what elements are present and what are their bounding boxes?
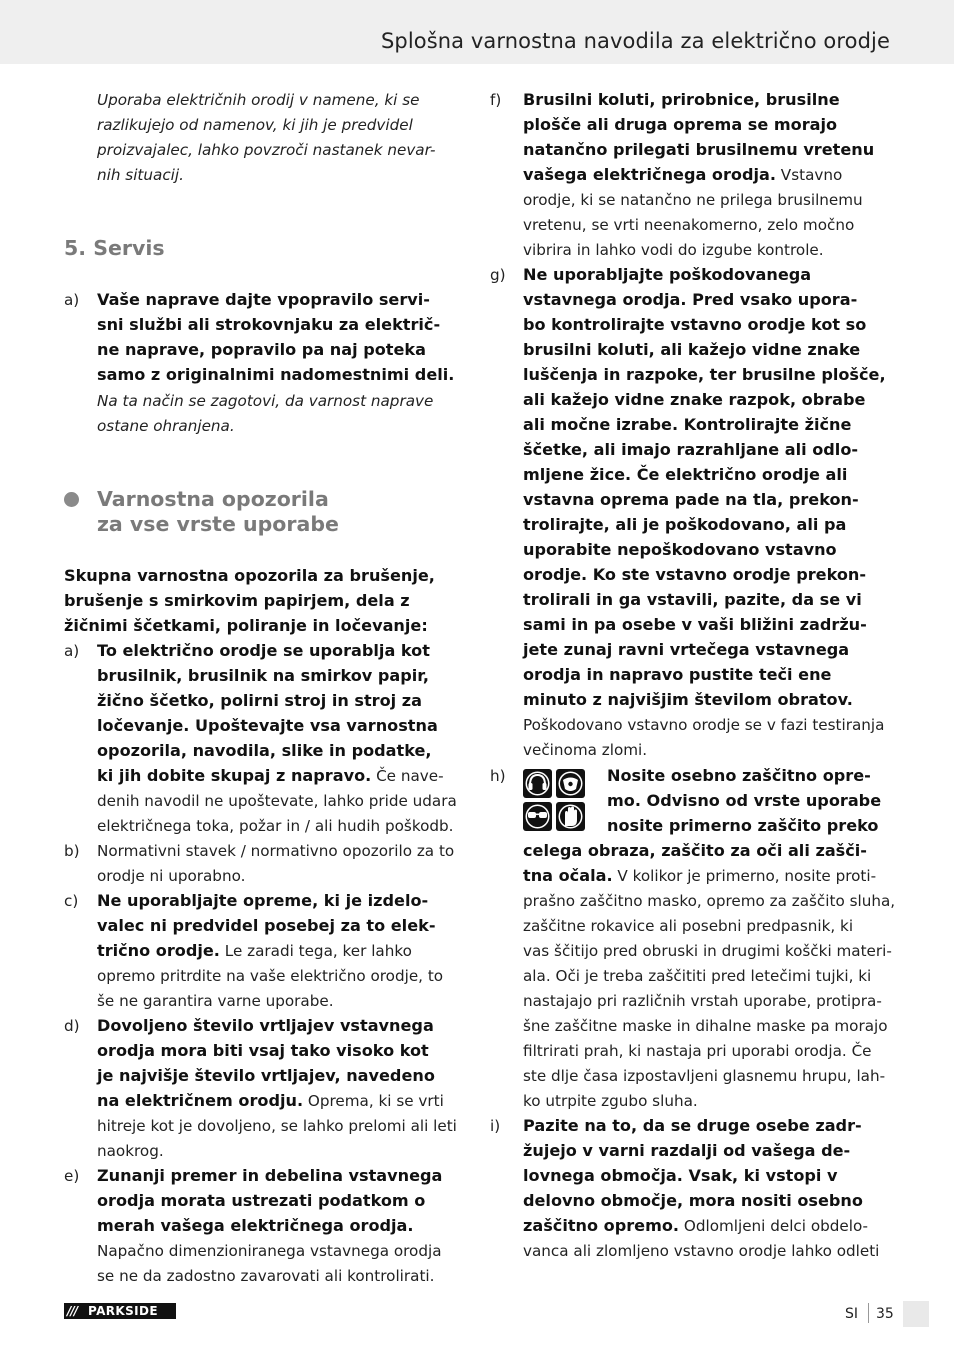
item-text: Ne uporabljajte opreme, ki je izdelo-: [97, 891, 429, 910]
item-text-regular: V kolikor je primerno, nosite proti-: [612, 867, 877, 885]
intro-line: razlikujejo od namenov, ki jih je predvidel: [97, 116, 413, 134]
item-text: ste dlje časa izpostavljeni glasnemu hrupu, lah-: [523, 1067, 886, 1085]
item-text: vas ščitijo pred obruski in drugimi koščki materi-: [523, 942, 892, 960]
item-text: hitreje kot je dovoljeno, se lahko prelomi ali leti: [97, 1117, 457, 1135]
item-text: vretenu, se vrti neenakomerno, zelo močno: [523, 216, 855, 234]
intro-line: proizvajalec, lahko povzroči nastanek nevar-: [97, 141, 436, 159]
item-text: zaščitne rokavice ali posebni predpasnik, ki: [523, 917, 854, 935]
item-text: ne naprave, popravilo pa naj poteka: [97, 340, 426, 359]
item-text: Pazite na to, da se druge osebe zadr-: [523, 1116, 862, 1135]
section-bullet-icon: [64, 492, 79, 507]
item-text: jete zunaj ravni vrtečega vstavnega: [523, 640, 850, 659]
item-text: naokrog.: [97, 1142, 164, 1160]
item-text: vibrira in lahko vodi do izgube kontrole.: [523, 241, 824, 259]
item-label: h): [490, 767, 506, 785]
item-text: ali kažejo vidne znake razpok, obrabe: [523, 390, 866, 409]
item-text-bold: ki jih dobite skupaj z napravo.: [97, 766, 372, 785]
item-text: Nosite osebno zaščitno opre-: [607, 766, 871, 785]
hearing-protection-icon: [523, 769, 552, 798]
item-text: denih navodil ne upoštevate, lahko pride udara: [97, 792, 457, 810]
item-text: Dovoljeno število vrtljajev vstavnega: [97, 1016, 434, 1035]
page-title: Splošna varnostna navodila za električno orodje: [380, 29, 890, 53]
item-text: uporabite nepoškodovano vstavno: [523, 540, 837, 559]
item-text: orodje, ki se natančno ne prilega brusilnemu: [523, 191, 863, 209]
item-text: [523, 1216, 868, 1236]
item-text: trolirali in ga vstavili, pazite, da se vi: [523, 590, 862, 609]
item-text-bold: zaščitno opremo.: [523, 1216, 680, 1235]
logo-text: PARKSIDE: [88, 1304, 158, 1318]
item-text: valec ni predvidel posebej za to elek-: [97, 916, 436, 935]
item-text-regular: Vstavno: [775, 166, 843, 184]
item-text: žično ščetko, polirni stroj in stroj za: [97, 691, 423, 710]
item-text: vstavna oprema pade na tla, prekon-: [523, 490, 859, 509]
item-text: [523, 165, 842, 185]
item-label: a): [64, 291, 80, 309]
item-text: Napačno dimenzioniranega vstavnega orodja: [97, 1242, 442, 1260]
item-text-regular: Če nave-: [371, 767, 444, 785]
language-code: SI: [845, 1306, 859, 1322]
item-text: delovno območje, mora nositi osebno: [523, 1191, 863, 1210]
intro-line: nih situacij.: [97, 166, 184, 184]
item-text: nosite primerno zaščito preko: [607, 816, 879, 835]
item-text: plošče ali druga oprema se morajo: [523, 115, 838, 134]
item-text-regular: Le zaradi tega, ker lahko: [219, 942, 412, 960]
item-text: sami in pa osebe v vaši bližini zadržu-: [523, 615, 867, 634]
footer-divider: [868, 1303, 869, 1323]
item-text: šne zaščitne maske in dihalne maske pa morajo: [523, 1017, 888, 1035]
item-text: luščenja in razpoke, ter brusilne plošče,: [523, 365, 886, 384]
parkside-logo: [64, 1303, 176, 1319]
item-text: trolirajte, ali je poškodovano, ali pa: [523, 515, 847, 534]
item-text: [97, 941, 412, 961]
item-label: e): [64, 1167, 80, 1185]
page-number: 35: [876, 1306, 894, 1322]
item-text: To električno orodje se uporablja kot: [97, 641, 430, 660]
item-text: orodja morata ustrezati podatkom o: [97, 1191, 426, 1210]
item-text: Vaše naprave dajte vpopravilo servi-: [97, 290, 430, 309]
item-text-bold: tna očala.: [523, 866, 613, 885]
item-text: Brusilni koluti, prirobnice, brusilne: [523, 90, 840, 109]
section-heading-varnostna-2: za vse vrste uporabe: [97, 512, 339, 536]
item-text: filtrirati prah, ki nastaja pri uporabi orodja. Če: [523, 1042, 872, 1060]
item-text: mljene žice. Če električno orodje ali: [523, 465, 848, 484]
item-text: je najvišje število vrtljajev, navedeno: [97, 1066, 435, 1085]
item-text: [523, 866, 876, 886]
item-label: i): [490, 1117, 501, 1135]
item-text: ostane ohranjena.: [97, 417, 235, 435]
item-text: električnega toka, požar in / ali hudih poškodb.: [97, 817, 454, 835]
item-text: nastajajo pri različnih vrstah uporabe, protipra-: [523, 992, 882, 1010]
item-label: b): [64, 842, 80, 860]
item-text: ločevanje. Upoštevajte vsa varnostna: [97, 716, 438, 735]
item-text: Poškodovano vstavno orodje se v fazi testiranja: [523, 716, 885, 734]
intro-line: Uporaba električnih orodij v namene, ki se: [97, 91, 420, 109]
item-text: opremo pritrdite na vaše električno orodje, to: [97, 967, 444, 985]
page-header: [0, 0, 954, 64]
item-text-regular: Odlomljeni delci obdelo-: [679, 1217, 869, 1235]
item-text: minuto z najvišjim številom obratov.: [523, 690, 853, 709]
item-text: orodje ni uporabno.: [97, 867, 246, 885]
item-text: žujejo v varni razdalji od vašega de-: [523, 1141, 851, 1160]
item-label: g): [490, 266, 506, 284]
item-text: Na ta način se zagotovi, da varnost naprave: [97, 392, 434, 410]
item-text: orodje. Ko ste vstavno orodje prekon-: [523, 565, 867, 584]
item-label: d): [64, 1017, 80, 1035]
item-text-bold: trično orodje.: [97, 941, 220, 960]
item-text: ko utrpite zgubo sluha.: [523, 1092, 698, 1110]
item-text: samo z originalnimi nadomestnimi deli.: [97, 365, 455, 384]
logo-slashes: ///: [67, 1304, 78, 1318]
item-text: večinoma zlomi.: [523, 741, 648, 759]
item-text: prašno zaščitno masko, opremo za zaščito sluha,: [523, 892, 896, 910]
item-text: Zunanji premer in debelina vstavnega: [97, 1166, 443, 1185]
item-text: [97, 766, 444, 786]
footer-tab: [903, 1301, 929, 1327]
item-text: Normativni stavek / normativno opozorilo za to: [97, 842, 455, 860]
item-text: mo. Odvisno od vrste uporabe: [607, 791, 882, 810]
item-text: vanca ali zlomljeno vstavno orodje lahko odleti: [523, 1242, 880, 1260]
section-heading-varnostna: Varnostna opozorila: [97, 487, 329, 511]
item-text: se ne da zadostno zavarovati ali kontrolirati.: [97, 1267, 435, 1285]
eye-protection-icon: [523, 802, 552, 831]
item-label: a): [64, 642, 80, 660]
item-text: ali močne izrabe. Kontrolirajte žične: [523, 415, 852, 434]
intro-line: žičnimi ščetkami, poliranje in ločevanje:: [64, 616, 428, 635]
item-text-regular: Oprema, ki se vrti: [303, 1092, 444, 1110]
gloves-icon: [556, 802, 585, 831]
item-text-bold: na električnem orodju.: [97, 1091, 304, 1110]
ppe-pictograms: [523, 769, 585, 831]
item-text: ala. Oči je treba zaščititi pred letečimi tujki, ki: [523, 967, 872, 985]
item-label: c): [64, 892, 79, 910]
item-text: orodja in napravo pustite teči ene: [523, 665, 832, 684]
item-text: še ne garantira varne uporabe.: [97, 992, 334, 1010]
section-heading-servis: 5. Servis: [64, 236, 165, 260]
item-text: merah vašega električnega orodja.: [97, 1216, 414, 1235]
item-text: natančno prilegati brusilnemu vretenu: [523, 140, 875, 159]
item-text: vstavnega orodja. Pred vsako upora-: [523, 290, 858, 309]
item-text: celega obraza, zaščito za oči ali zašči-: [523, 841, 867, 860]
item-text: [97, 1091, 444, 1111]
item-text: sni službi ali strokovnjaku za električ-: [97, 315, 441, 334]
item-text-bold: vašega električnega orodja.: [523, 165, 776, 184]
intro-line: brušenje s smirkovim papirjem, dela z: [64, 591, 410, 610]
item-text: Ne uporabljajte poškodovanega: [523, 265, 812, 284]
item-text: orodja mora biti vsaj tako visoko kot: [97, 1041, 429, 1060]
item-text: lovnega območja. Vsak, ki vstopi v: [523, 1166, 838, 1185]
item-text: brusilni koluti, ali kažejo vidne znake: [523, 340, 861, 359]
item-label: f): [490, 91, 502, 109]
item-text: opozorila, navodila, slike in podatke,: [97, 741, 432, 760]
item-text: bo kontrolirajte vstavno orodje kot so: [523, 315, 867, 334]
dust-mask-icon: [556, 769, 585, 798]
intro-line: Skupna varnostna opozorila za brušenje,: [64, 566, 435, 585]
item-text: ščetke, ali imajo razrahljane ali odlo-: [523, 440, 859, 459]
item-text: brusilnik, brusilnik na smirkov papir,: [97, 666, 429, 685]
